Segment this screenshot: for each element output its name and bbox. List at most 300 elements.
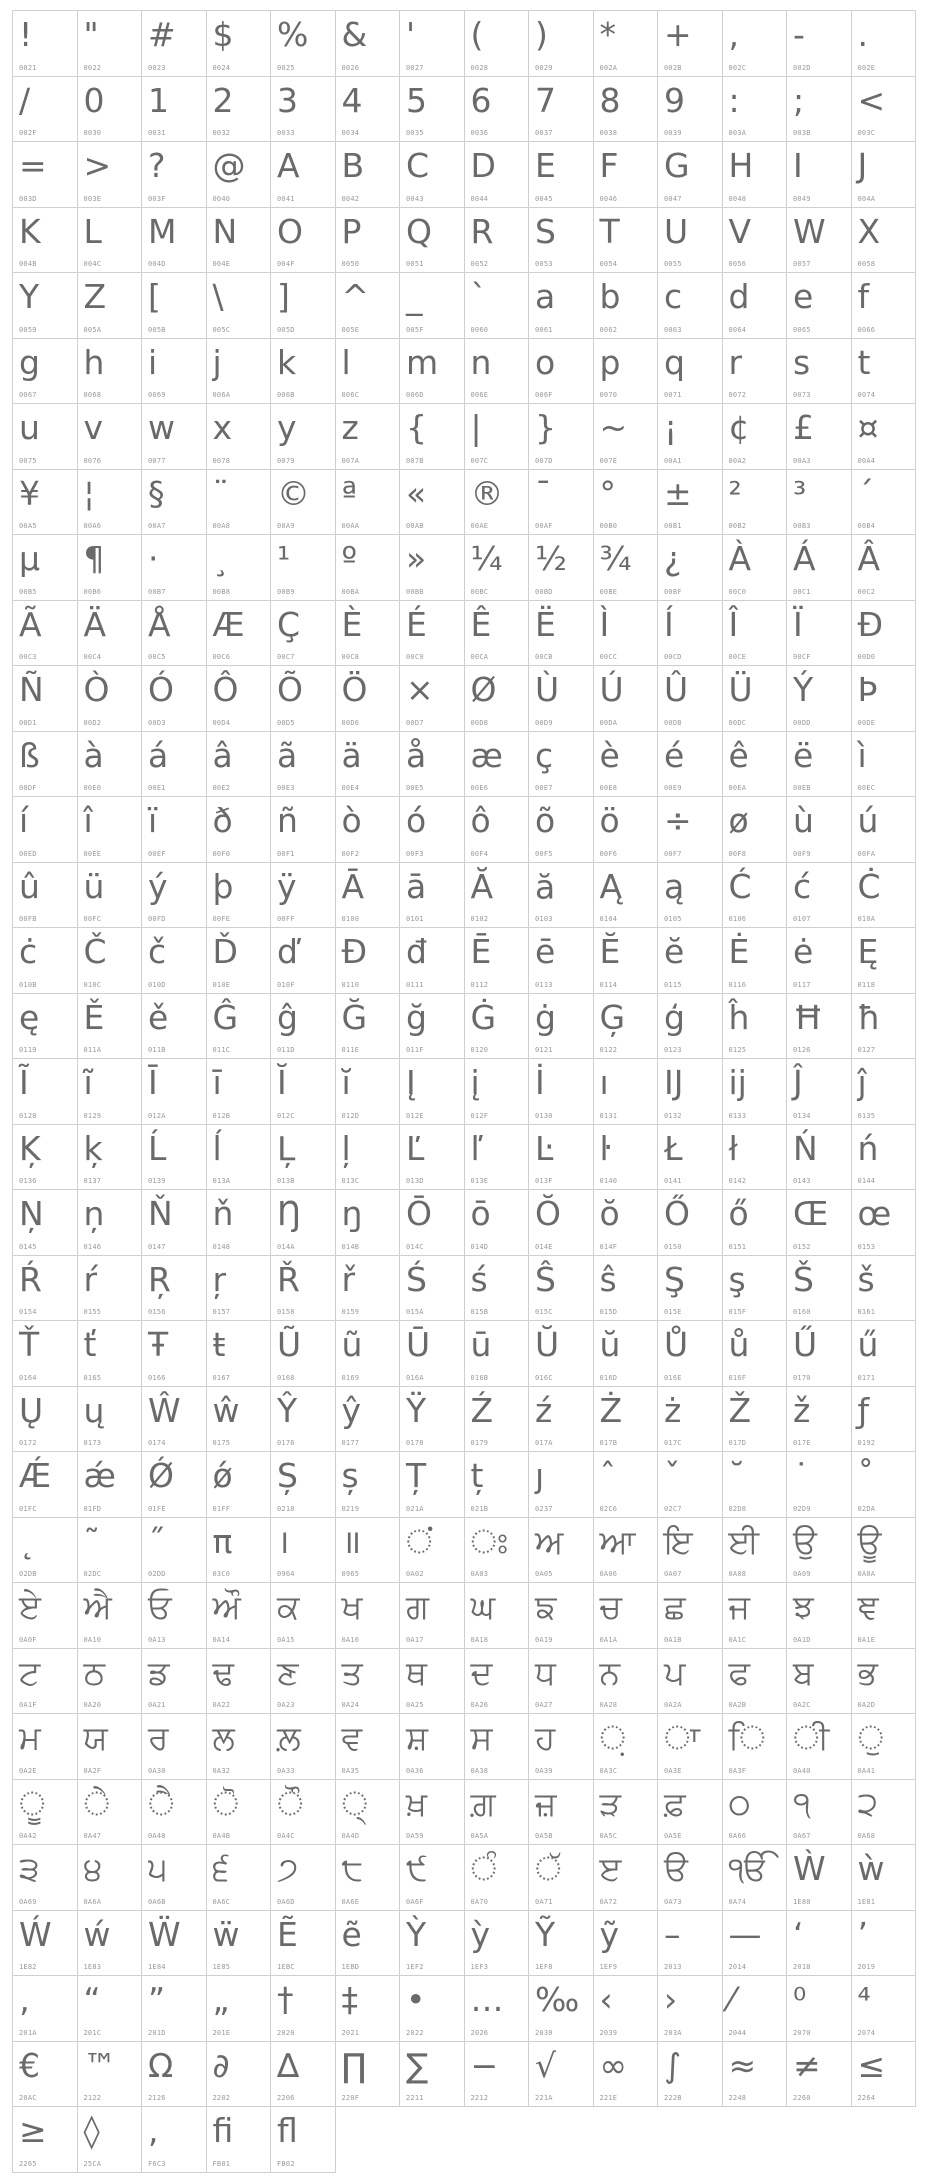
glyph-char: \ [212,277,224,316]
glyph-char: ǿ [212,1456,233,1495]
glyph-code: 0A6A [83,1897,102,1906]
glyph-code: 00C3 [19,653,37,661]
glyph-code: 1EF9 [599,1963,618,1971]
glyph-char: Ỹ [535,1914,556,1954]
glyph-code: 0027 [406,63,424,72]
glyph-cell [400,1125,465,1191]
glyph-cell [787,1976,852,2042]
glyph-char: Ġ [470,997,497,1037]
glyph-code: 00CC [599,653,618,661]
glyph-cell [336,2042,401,2108]
glyph-char: ੌ [277,1783,304,1823]
glyph-code: 201C [83,2028,102,2037]
glyph-cell [465,1780,530,1846]
glyph-code: 00E6 [470,784,489,792]
glyph-cell [336,666,401,732]
glyph-char: ∑ [406,2045,429,2085]
glyph-cell [13,1780,78,1846]
glyph-char: ਲ [212,1718,235,1757]
glyph-char: ẁ [857,1849,885,1888]
glyph-code: 0A5B [535,1832,553,1840]
glyph-char: · [148,539,159,578]
glyph-char: ½ [535,539,567,578]
glyph-cell [271,928,336,994]
glyph-cell [658,732,723,798]
glyph-char: Ŝ [535,1259,556,1299]
glyph-char: Q [406,211,432,251]
glyph-cell [78,797,143,863]
glyph-cell [78,1059,143,1125]
glyph-cell [723,339,788,405]
glyph-cell [465,601,530,667]
glyph-code: 002F [19,129,37,137]
glyph-code: 0A3C [599,1766,618,1775]
glyph-code: 0A16 [341,1635,360,1644]
glyph-code: 0A47 [83,1832,102,1840]
glyph-char: Ð [857,604,884,644]
glyph-code: 00B2 [728,522,747,530]
glyph-char: Ď [212,932,238,971]
glyph-code: 0052 [470,260,489,268]
glyph-cell [465,1125,530,1191]
glyph-char: ( [470,15,484,54]
glyph-cell [207,601,272,667]
glyph-char: ਆ [599,1521,636,1561]
glyph-code: 0038 [599,129,618,137]
glyph-cell [400,1256,465,1322]
glyph-cell [529,142,594,208]
glyph-code: 00DD [793,718,811,727]
glyph-code: 0164 [19,1373,37,1382]
glyph-char: ਮ [19,1718,41,1757]
glyph-cell [13,1059,78,1125]
glyph-char: ਾ [664,1718,700,1757]
glyph-cell [465,1452,530,1518]
glyph-cell [271,1911,336,1977]
glyph-char: Ź [470,1390,494,1430]
glyph-code: 00D9 [535,718,553,727]
glyph-char: ¯ [535,473,552,513]
glyph-code: 0A03 [470,1570,489,1578]
glyph-code: 2019 [857,1963,876,1971]
glyph-cell [465,1714,530,1780]
glyph-code: 0077 [148,456,166,465]
glyph-code: 005F [406,325,424,334]
glyph-char: Ĭ [277,1063,287,1102]
glyph-char: ą [664,866,685,906]
glyph-char: ਖ [341,1587,363,1626]
glyph-cell [529,535,594,601]
glyph-char: ੪ [83,1849,103,1888]
glyph-code: 0068 [83,391,102,399]
glyph-code: 0A40 [793,1766,811,1775]
glyph-cell [271,470,336,536]
glyph-cell [594,1125,659,1191]
glyph-cell [594,928,659,994]
glyph-code: 0054 [599,260,618,268]
glyph-cell [142,1583,207,1649]
glyph-cell [142,732,207,798]
glyph-char: ş [728,1259,746,1299]
glyph-cell [336,1845,401,1911]
glyph-code: 0143 [793,1177,811,1185]
glyph-code: 004D [148,260,166,268]
glyph-cell [658,470,723,536]
glyph-char: ã [277,735,298,775]
glyph-char: ! [19,15,33,54]
glyph-char: Į [406,1063,416,1102]
glyph-char: # [148,15,176,54]
glyph-cell [400,1518,465,1584]
glyph-char: Y [19,277,40,316]
glyph-char: ñ [277,801,298,840]
glyph-code: 00A9 [277,522,295,530]
glyph-cell [271,142,336,208]
glyph-cell [142,1845,207,1911]
glyph-code: 0132 [664,1111,682,1120]
glyph-code: 00C5 [148,653,166,661]
glyph-cell [723,1190,788,1256]
glyph-char: ਕ [277,1587,300,1626]
glyph-char: å [406,735,427,775]
glyph-char: ÿ [277,866,297,906]
glyph-cell [13,339,78,405]
glyph-char: ˇ [664,1456,681,1495]
glyph-char: Ą [599,866,623,906]
glyph-char: " [83,15,99,54]
glyph-cell [78,1125,143,1191]
glyph-code: 003D [19,194,37,203]
glyph-code: 0157 [212,1308,231,1316]
glyph-code: 021A [406,1504,424,1513]
glyph-char: ẅ [212,1914,240,1954]
glyph-char: ਏ [19,1587,41,1626]
glyph-char: Ẃ [19,1914,52,1954]
glyph-char: ä [341,735,362,775]
glyph-cell [271,273,336,339]
glyph-cell [658,1518,723,1584]
glyph-cell [271,2107,336,2173]
glyph-cell [271,1387,336,1453]
glyph-code: 221E [599,2094,618,2102]
glyph-code: 013C [341,1177,360,1185]
glyph-cell [529,1321,594,1387]
glyph-code: 2021 [341,2028,360,2037]
glyph-char: ū [470,1325,492,1364]
glyph-cell [207,11,272,77]
glyph-code: 0046 [599,194,618,203]
glyph-char: V [728,211,752,251]
glyph-code: 00E4 [341,784,360,792]
glyph-char: Č [83,932,107,971]
glyph-cell [78,208,143,274]
glyph-cell [594,1583,659,1649]
glyph-code: 011C [212,1046,231,1054]
glyph-char: ķ [83,1128,103,1168]
glyph-cell [594,208,659,274]
glyph-cell [852,142,917,208]
glyph-code: 0078 [212,456,231,465]
glyph-code: 0A74 [728,1897,747,1906]
glyph-char: Ũ [277,1325,302,1364]
glyph-char: o [535,342,556,382]
glyph-code: 0133 [728,1111,747,1120]
glyph-code: 0152 [793,1242,811,1251]
glyph-code: 0112 [470,980,489,989]
glyph-char: ǽ [83,1456,116,1495]
glyph-char: î [83,801,93,840]
glyph-code: 004B [19,260,37,268]
glyph-char: ੯ [406,1849,428,1888]
glyph-code: 00FF [277,915,295,923]
glyph-char: ਿ [728,1718,766,1757]
glyph-char: ¼ [470,539,503,578]
glyph-char: ť [83,1325,97,1364]
glyph-cell [336,732,401,798]
glyph-char: ੧ [793,1783,811,1823]
glyph-code: 0A35 [341,1766,360,1775]
glyph-cell [78,1976,143,2042]
glyph-cell [658,797,723,863]
glyph-cell [336,208,401,274]
glyph-char: ≠ [793,2045,821,2085]
glyph-char: ė [793,932,814,971]
glyph-char: } [535,408,556,447]
glyph-char: ﬂ [277,2111,298,2150]
glyph-char: 5 [406,80,427,120]
glyph-char: Ŋ [277,1194,302,1233]
glyph-code: 2044 [728,2028,747,2037]
glyph-cell [465,1518,530,1584]
glyph-char: ´ [857,473,874,513]
glyph-char: ∂ [212,2045,230,2085]
glyph-cell [207,2107,272,2173]
glyph-cell [529,1976,594,2042]
glyph-cell [13,11,78,77]
glyph-code: 0045 [535,194,553,203]
glyph-cell [78,1714,143,1780]
glyph-cell [852,666,917,732]
glyph-cell [787,404,852,470]
glyph-char: E [535,146,556,185]
glyph-char: — [728,1914,762,1954]
glyph-code: 01FD [83,1504,102,1513]
glyph-cell [207,797,272,863]
glyph-code: 011B [148,1046,166,1054]
glyph-code: 02DB [19,1570,37,1578]
glyph-code: 1EBD [341,1963,360,1971]
glyph-code: 00F1 [277,849,295,858]
glyph-char: ਠ [83,1652,106,1692]
glyph-code: 00C2 [857,587,876,596]
glyph-code: 005A [83,325,102,334]
glyph-code: 20AC [19,2094,37,2102]
glyph-char: ł [728,1128,738,1168]
glyph-code: 002B [664,63,682,72]
glyph-cell [13,666,78,732]
glyph-char: ) [535,15,548,54]
glyph-code: 0A13 [148,1635,166,1644]
glyph-code: 004E [212,260,231,268]
glyph-code: 00B8 [212,587,231,596]
glyph-cell [723,1452,788,1518]
glyph-cell [787,1714,852,1780]
glyph-cell [787,2042,852,2108]
glyph-cell [336,1649,401,1715]
glyph-char: đ [406,932,427,971]
glyph-char: ਼ [599,1718,626,1757]
glyph-code: 00CB [535,653,553,661]
glyph-cell [594,404,659,470]
glyph-code: 0036 [470,129,489,137]
glyph-char: 6 [470,80,492,120]
glyph-code: 010D [148,980,166,989]
glyph-cell [594,994,659,1060]
glyph-char: A [277,146,300,185]
glyph-char: ę [19,997,40,1037]
glyph-char: Ľ [406,1128,425,1168]
glyph-char: ż [664,1390,682,1430]
glyph-char: â [212,735,233,775]
glyph-char: ਐ [83,1587,112,1626]
glyph-code: 0067 [19,391,37,399]
glyph-code: 013A [212,1177,231,1185]
glyph-cell [852,863,917,929]
glyph-cell [852,1583,917,1649]
glyph-char: { [406,408,427,447]
glyph-code: 00E3 [277,784,295,792]
glyph-char: ŭ [599,1325,621,1364]
glyph-code: 00CF [793,653,811,661]
glyph-cell [142,11,207,77]
glyph-cell [658,11,723,77]
glyph-code: 0965 [341,1570,360,1578]
glyph-cell [78,2107,143,2173]
glyph-code: 00E7 [535,784,553,792]
glyph-cell [529,1452,594,1518]
glyph-code: 013B [277,1177,295,1185]
glyph-char: Ș [277,1456,298,1495]
glyph-cell [852,77,917,143]
glyph-cell [336,1911,401,1977]
glyph-char: Ŗ [148,1259,171,1299]
glyph-char: ð [212,801,233,840]
glyph-char: ì [857,735,867,775]
glyph-cell [852,1976,917,2042]
glyph-cell [529,994,594,1060]
glyph-cell [207,535,272,601]
glyph-code: 00AF [535,522,553,530]
glyph-cell [207,1387,272,1453]
glyph-code: 0104 [599,915,618,923]
glyph-cell [465,1976,530,2042]
glyph-code: 0118 [857,980,876,989]
glyph-char: ~ [599,408,628,447]
glyph-char: Ẽ [277,1914,298,1954]
glyph-char: ਗ [406,1587,429,1626]
glyph-cell [529,1714,594,1780]
glyph-code: 0A70 [470,1897,489,1906]
glyph-char: ē [535,932,556,971]
glyph-code: 02D9 [793,1504,811,1513]
glyph-cell [13,1583,78,1649]
glyph-char: ∆ [277,2045,300,2085]
glyph-cell [142,339,207,405]
glyph-char: – [664,1914,681,1954]
glyph-code: 0034 [341,129,360,137]
glyph-code: 02DD [148,1570,166,1578]
glyph-code: 0A0A [857,1570,876,1578]
glyph-cell [723,797,788,863]
glyph-cell [852,2042,917,2108]
glyph-char: j [212,342,222,382]
glyph-char: $ [212,15,234,54]
glyph-code: 013F [535,1177,553,1185]
glyph-cell [465,1387,530,1453]
glyph-cell [723,1387,788,1453]
glyph-cell [465,994,530,1060]
glyph-cell [142,1911,207,1977]
glyph-cell [658,2042,723,2108]
glyph-code: 0168 [277,1373,295,1382]
glyph-code: 00D0 [857,653,876,661]
glyph-code: 0179 [470,1439,489,1447]
glyph-code: 0110 [341,980,360,989]
glyph-cell [465,2042,530,2108]
glyph-code: 00D5 [277,718,295,727]
glyph-char: ď [277,932,298,971]
glyph-code: 0075 [19,456,37,465]
glyph-char: Đ [341,932,368,971]
glyph-code: 00BC [470,587,489,596]
glyph-char: Ņ [19,1194,44,1233]
glyph-char: ∫ [664,2045,682,2085]
glyph-char: Î [728,604,739,644]
glyph-cell [529,339,594,405]
glyph-cell [78,666,143,732]
glyph-cell [78,535,143,601]
glyph-cell [658,1649,723,1715]
glyph-cell [13,1125,78,1191]
glyph-code: 00EA [728,784,747,792]
glyph-code: 0076 [83,456,102,465]
glyph-code: 0069 [148,391,166,399]
glyph-cell [271,339,336,405]
glyph-char: ੋ [212,1783,239,1823]
glyph-cell [271,1321,336,1387]
glyph-cell [142,601,207,667]
glyph-code: 2013 [664,1963,682,1971]
glyph-char: ű [857,1325,879,1364]
glyph-code: 0134 [793,1111,811,1120]
glyph-cell [787,1583,852,1649]
glyph-cell [594,1845,659,1911]
glyph-code: 00D3 [148,718,166,727]
glyph-char: ¾ [599,539,632,578]
glyph-char: 7 [535,80,556,120]
glyph-char: π [212,1521,233,1561]
glyph-char: S [535,211,556,251]
glyph-char: ਂ [406,1521,433,1561]
glyph-code: 0151 [728,1242,747,1251]
glyph-code: 021B [470,1504,489,1513]
glyph-cell [336,1321,401,1387]
glyph-code: 0073 [793,391,811,399]
glyph-char: č [148,932,167,971]
glyph-code: 007D [535,456,553,465]
glyph-cell [271,11,336,77]
glyph-cell [465,208,530,274]
